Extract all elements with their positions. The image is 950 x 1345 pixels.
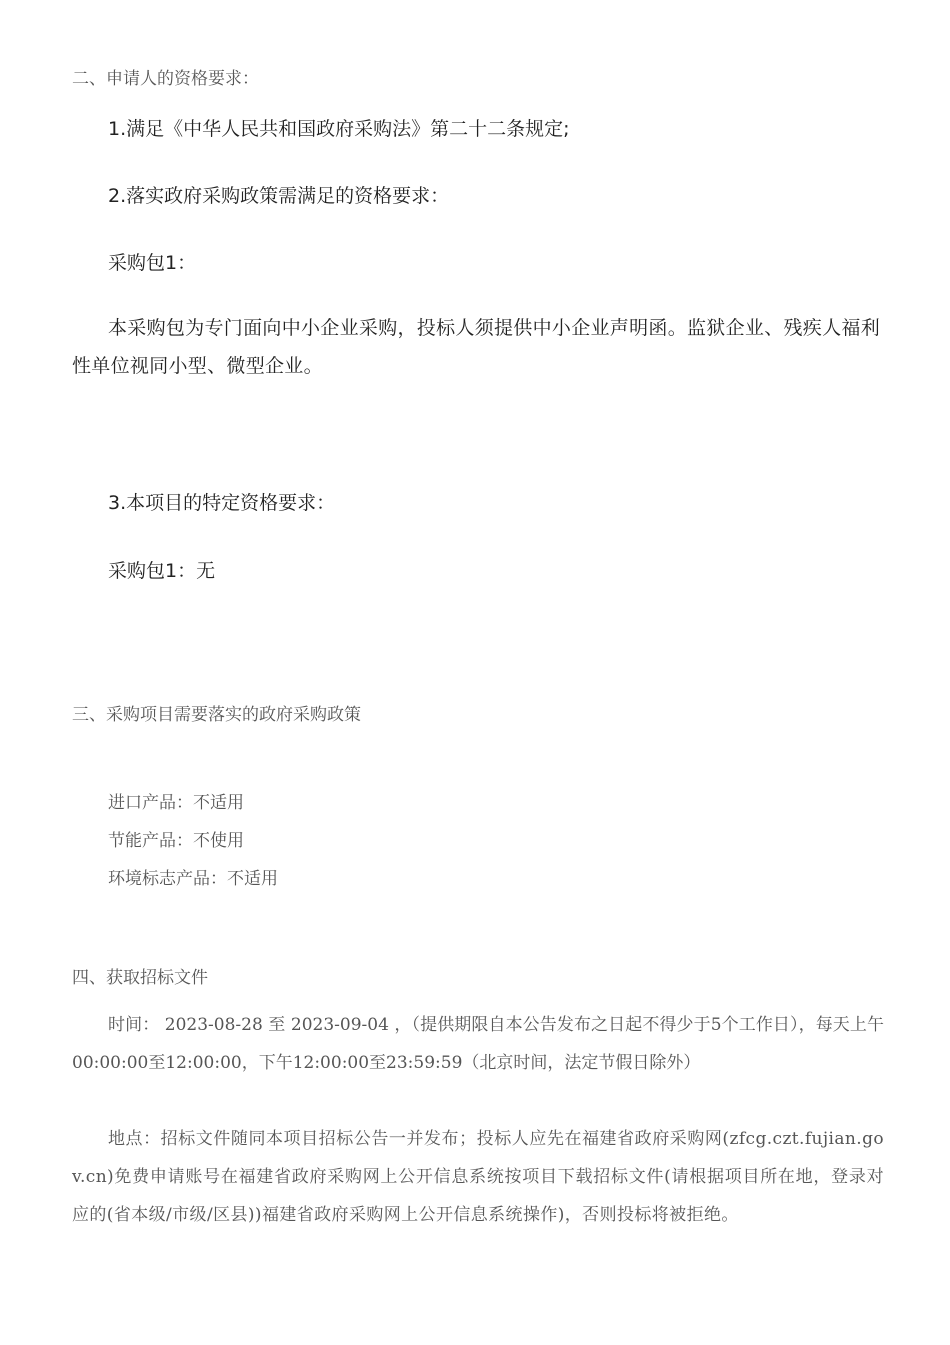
policy-energy-saving-products: 节能产品：不使用 <box>108 831 244 851</box>
section-4-heading: 四、获取招标文件 <box>72 968 208 988</box>
requirement-2-package-label: 采购包1： <box>108 252 197 274</box>
acquisition-time-text: 时间： 2023-08-28 至 2023-09-04 ，（提供期限自本公告发布之日起不得少于5个工作日），每天上午00:00:00至12:00:00，下午12:00:00至23:59:59（北京时间，法定节假日除外） <box>72 1015 884 1073</box>
policy-import-products: 进口产品：不适用 <box>108 793 244 813</box>
requirement-2-text: 本采购包为专门面向中小企业采购，投标人须提供中小企业声明函。监狱企业、残疾人福利性单位视同小型、微型企业。 <box>72 317 881 377</box>
requirement-3-package: 采购包1：无 <box>108 560 216 582</box>
acquisition-location-text: 地点：招标文件随同本项目招标公告一并发布；投标人应先在福建省政府采购网(zfcg.czt.fujian.gov.cn)免费申请账号在福建省政府采购网上公开信息系统按项目下载招标文件(请根据项目所在地，登录对应的(省本级/市级/区县))福建省政府采购网上公开信息系统操作)，否则投标将被拒绝。 <box>72 1129 884 1225</box>
requirement-2: 2.落实政府采购政策需满足的资格要求： <box>108 185 450 207</box>
policy-environmental-label-products: 环境标志产品：不适用 <box>108 869 278 889</box>
section-3-heading: 三、采购项目需要落实的政府采购政策 <box>72 705 361 725</box>
requirement-1: 1.满足《中华人民共和国政府采购法》第二十二条规定; <box>108 118 570 140</box>
section-2-heading: 二、申请人的资格要求： <box>72 69 259 89</box>
requirement-3: 3.本项目的特定资格要求： <box>108 492 336 514</box>
